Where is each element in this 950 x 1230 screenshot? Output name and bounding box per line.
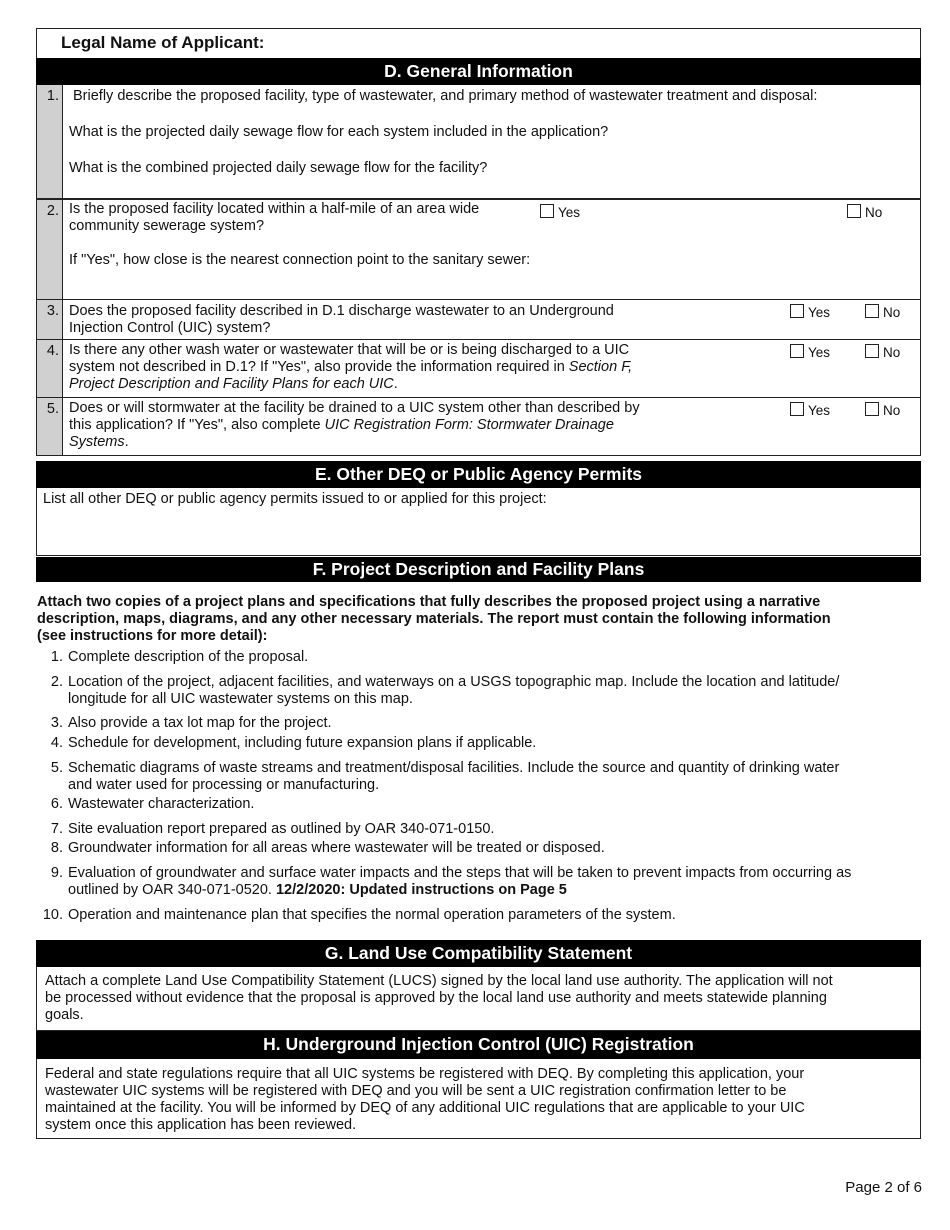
section-g-body: Attach a complete Land Use Compatibility Statement (LUCS) signed by the local land use authority. The application will not be processed without evidence that the proposal is approved by the local land use authority and meets statewide planning goals. [36, 967, 921, 1031]
permits-field[interactable] [36, 488, 921, 556]
question-text: Does the proposed facility described in D.1 discharge wastewater to an Underground Injection Control (UIC) system? [69, 303, 614, 336]
legal-name-field[interactable] [36, 28, 921, 58]
yes-checkbox[interactable]: Yes [790, 304, 830, 321]
question-d2 [36, 199, 921, 300]
no-checkbox[interactable]: No [865, 304, 900, 321]
section-e-header: E. Other DEQ or Public Agency Permits [36, 461, 921, 488]
question-subtext: What is the combined projected daily sewage flow for the facility? [69, 160, 488, 176]
question-d1 [36, 85, 921, 199]
list-item: 9. Evaluation of groundwater and surface water impacts and the steps that will be taken to prevent impacts from occurring as outlined by OAR 340-071-0520. 12/2/2020: Updated instructions on Page 5 [50, 865, 852, 898]
section-f-header: F. Project Description and Facility Plans [36, 557, 921, 582]
question-d4 [36, 340, 921, 398]
page-number: Page 2 of 6 [845, 1179, 922, 1196]
question-text: Is the proposed facility located within a half-mile of an area wide community sewerage system? [69, 201, 480, 234]
yes-checkbox[interactable]: Yes [790, 344, 830, 361]
list-item: 2. Location of the project, adjacent facilities, and waterways on a USGS topographic map. Include the location and latitude/ longitude for all UIC wastewater systems on this map. [50, 674, 840, 707]
question-number: 5. [37, 398, 63, 455]
permits-label: List all other DEQ or public agency permits issued to or applied for this project: [43, 491, 547, 507]
question-number: 2. [37, 200, 63, 299]
question-d5 [36, 398, 921, 456]
section-d-header: D. General Information [36, 58, 921, 85]
list-item: 6. Wastewater characterization. [50, 796, 255, 812]
question-number: 1. [37, 85, 63, 198]
section-h-header: H. Underground Injection Control (UIC) Registration [36, 1031, 921, 1059]
list-item: 3. Also provide a tax lot map for the project. [50, 715, 332, 731]
list-item: 1. Complete description of the proposal. [50, 649, 309, 665]
section-f-intro: Attach two copies of a project plans and specifications that fully describes the proposed project using a narrative description, maps, diagrams, and any other necessary materials. The report must contain the following information (see instructions for more detail): [37, 594, 831, 644]
question-number: 3. [37, 300, 63, 339]
yes-checkbox[interactable]: Yes [790, 402, 830, 419]
no-checkbox[interactable]: No [865, 402, 900, 419]
question-subtext: If "Yes", how close is the nearest connection point to the sanitary sewer: [69, 252, 531, 268]
yes-checkbox[interactable]: Yes [540, 204, 580, 221]
no-checkbox[interactable]: No [847, 204, 882, 221]
question-subtext: What is the projected daily sewage flow for each system included in the application? [69, 124, 609, 140]
list-item: 8. Groundwater information for all areas where wastewater will be treated or disposed. [50, 840, 605, 856]
list-item: 7. Site evaluation report prepared as outlined by OAR 340-071-0150. [50, 821, 495, 837]
section-g-header: G. Land Use Compatibility Statement [36, 940, 921, 967]
list-item: 10. Operation and maintenance plan that specifies the normal operation parameters of the system. [42, 907, 676, 923]
list-item: 5. Schematic diagrams of waste streams and treatment/disposal facilities. Include the source and quantity of drinking water and water used for processing or manufacturing. [50, 760, 840, 793]
question-text: Is there any other wash water or wastewater that will be or is being discharged to a UIC system not described in D.1? If "Yes", also provide the information required in Section F, Project Description and Facility Plans for each UIC. [69, 342, 633, 392]
question-text: Does or will stormwater at the facility be drained to a UIC system other than described by this application? If "Yes", also complete UIC Registration Form: Stormwater Drainage Systems. [69, 400, 640, 450]
question-number: 4. [37, 340, 63, 397]
question-text: Briefly describe the proposed facility, type of wastewater, and primary method of wastewater treatment and disposal: [73, 88, 818, 104]
question-d3 [36, 300, 921, 340]
no-checkbox[interactable]: No [865, 344, 900, 361]
list-item: 4. Schedule for development, including future expansion plans if applicable. [50, 735, 537, 751]
section-h-body: Federal and state regulations require that all UIC systems be registered with DEQ. By completing this application, your wastewater UIC systems will be registered with DEQ and you will be sent a UIC registration confirmation letter to be maintained at the facility. You will be informed by DEQ of any additional UIC regulations that are applicable to your UIC system once this application has been reviewed. [36, 1059, 921, 1139]
legal-name-label: Legal Name of Applicant: [61, 33, 265, 52]
